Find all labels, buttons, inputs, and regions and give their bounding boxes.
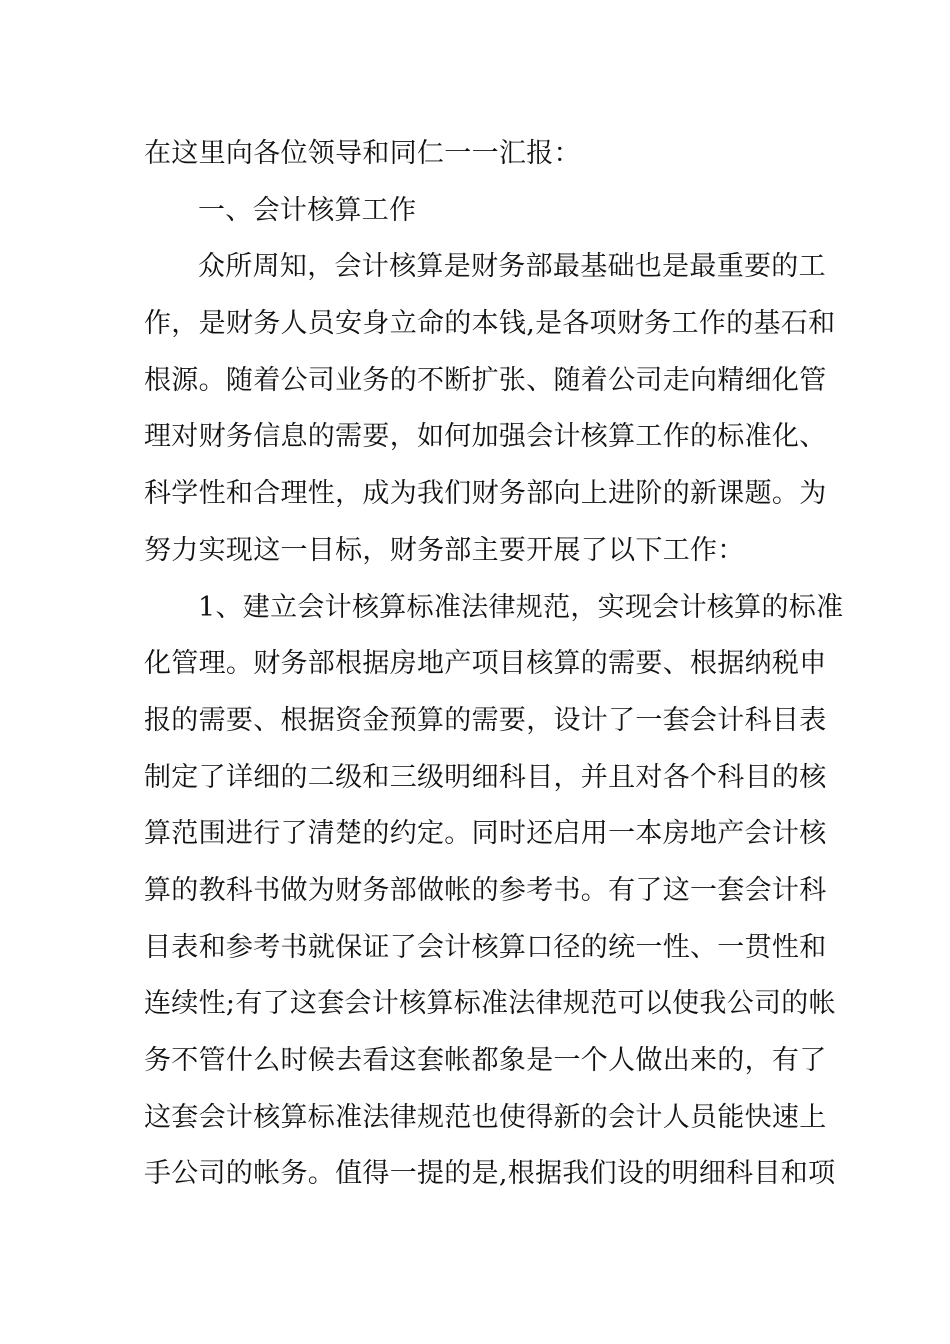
paragraph-line: 科学性和合理性，成为我们财务部向上进阶的新课题。为	[144, 478, 827, 510]
paragraph-line: 1、建立会计核算标准法律规范，实现会计核算的标准	[198, 591, 844, 623]
paragraph-line: 算范围进行了清楚的约定。同时还启用一本房地产会计核	[144, 818, 827, 850]
paragraph-line: 务不管什么时候去看这套帐都象是一个人做出来的，有了	[144, 1045, 827, 1076]
paragraph-line: 报的需要、根据资金预算的需要，设计了一套会计科目表	[144, 704, 827, 736]
paragraph-line: 算的教科书做为财务部做帐的参考书。有了这一套会计科	[144, 874, 827, 906]
paragraph-line: 这套会计核算标准法律规范也使得新的会计人员能快速上	[144, 1101, 827, 1133]
paragraph-line: 作，是财务人员安身立命的本钱,是各项财务工作的基石和	[144, 308, 836, 340]
paragraph-line: 目表和参考书就保证了会计核算口径的统一性、一贯性和	[144, 931, 827, 963]
paragraph-line: 手公司的帐务。值得一提的是,根据我们设的明细科目和项	[144, 1158, 836, 1190]
paragraph-line: 连续性;有了这套会计核算标准法律规范可以使我公司的帐	[144, 988, 836, 1020]
paragraph-line: 在这里向各位领导和同仁一一汇报：	[144, 138, 581, 169]
paragraph-line: 化管理。财务部根据房地产项目核算的需要、根据纳税申	[144, 648, 827, 680]
paragraph-line: 众所周知，会计核算是财务部最基础也是最重要的工	[198, 251, 826, 283]
document-body	[144, 126, 844, 1203]
paragraph-line: 理对财务信息的需要，如何加强会计核算工作的标准化、	[144, 421, 827, 453]
paragraph-line: 根源。随着公司业务的不断扩张、随着公司走向精细化管	[144, 364, 827, 396]
paragraph-line: 努力实现这一目标，财务部主要开展了以下工作：	[144, 534, 745, 566]
paragraph-line: 制定了详细的二级和三级明细科目，并且对各个科目的核	[144, 761, 827, 793]
section-heading: 一、会计核算工作	[198, 194, 417, 226]
